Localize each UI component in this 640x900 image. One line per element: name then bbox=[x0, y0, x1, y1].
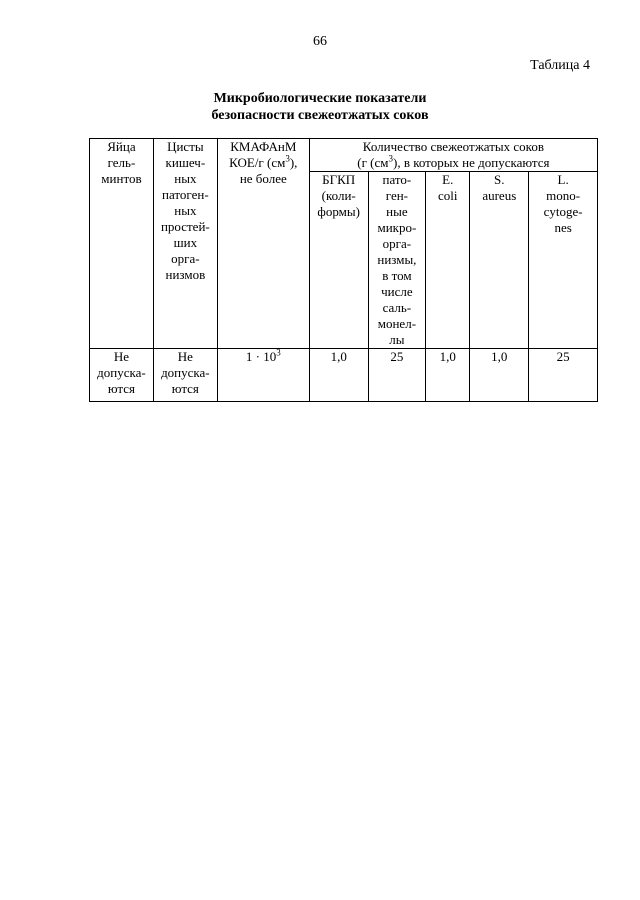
cell-listeria: 25 bbox=[529, 349, 598, 402]
cell-line: ген- bbox=[385, 188, 408, 203]
cell-line: ных bbox=[174, 203, 197, 218]
cell-line: nes bbox=[554, 220, 572, 235]
cell-line: ших bbox=[173, 235, 198, 250]
title-line-1: Микробиологические показатели bbox=[213, 91, 427, 106]
cell-line: пато- bbox=[382, 172, 412, 187]
cell-kmafanm: $1 \cdot 10^3$ bbox=[217, 349, 309, 402]
cell-line: Цисты bbox=[167, 139, 204, 154]
cell-pathogens: 25 bbox=[368, 349, 426, 402]
cell-bgkp: 1,0 bbox=[309, 349, 368, 402]
cell-line: орга- bbox=[171, 251, 200, 266]
table-title bbox=[0, 90, 640, 124]
cell-line: mono- bbox=[546, 188, 581, 203]
cell-line: минтов bbox=[101, 171, 142, 186]
cell-line: допуска- bbox=[97, 365, 146, 380]
cell-line: ются bbox=[107, 381, 136, 396]
cell-line: Яйца bbox=[107, 139, 136, 154]
header-pathogens bbox=[368, 172, 426, 349]
kmafanm-line-1: КМАФАнМ bbox=[230, 139, 297, 154]
group-line-2: (г $(см^3)$, в которых не допускаются bbox=[357, 153, 550, 170]
cell-line: микро- bbox=[377, 220, 417, 235]
cell-line: числе bbox=[381, 284, 413, 299]
table-row-values bbox=[90, 349, 598, 402]
header-helminth-eggs bbox=[90, 139, 154, 349]
cell-line: ются bbox=[171, 381, 199, 396]
cell-line: низмов bbox=[165, 267, 206, 282]
header-row-1 bbox=[90, 139, 598, 172]
cell-line: Не bbox=[177, 349, 193, 364]
header-saureus bbox=[470, 172, 529, 349]
cell-line: монел- bbox=[377, 316, 417, 331]
cell-line: ных bbox=[174, 171, 197, 186]
cell-line: E. bbox=[442, 172, 454, 187]
cell-line: низмы, bbox=[377, 252, 417, 267]
kmafanm-line-2: КОЕ/г $(см^3)$, bbox=[229, 153, 298, 170]
table-label: Таблица 4 bbox=[530, 58, 590, 73]
header-group-juices bbox=[309, 139, 597, 172]
cell-line: ные bbox=[386, 204, 408, 219]
cell-line: саль- bbox=[382, 300, 412, 315]
cell-line: формы) bbox=[317, 204, 360, 219]
cell-line: простей- bbox=[160, 219, 210, 234]
header-listeria bbox=[529, 172, 598, 349]
safety-table bbox=[89, 138, 598, 402]
cell-cysts bbox=[153, 349, 217, 402]
cell-line: L. bbox=[557, 172, 569, 187]
cell-line: Не bbox=[113, 349, 130, 364]
kmafanm-line-3: не более bbox=[239, 171, 287, 186]
group-line-1: Количество свежеотжатых соков bbox=[362, 139, 544, 154]
cell-line: лы bbox=[389, 332, 405, 347]
header-kmafanm bbox=[217, 139, 309, 349]
page-number: 66 bbox=[313, 34, 327, 49]
cell-line: патоген- bbox=[162, 187, 209, 202]
header-cysts bbox=[153, 139, 217, 349]
cell-line: допуска- bbox=[161, 365, 210, 380]
cell-line: орга- bbox=[382, 236, 412, 251]
cell-line: coli bbox=[437, 188, 458, 203]
cell-line: в том bbox=[382, 268, 412, 283]
cell-helminth-eggs bbox=[90, 349, 154, 402]
cell-line: кишеч- bbox=[165, 155, 206, 170]
title-line-2: безопасности свежеотжатых соков bbox=[211, 108, 429, 123]
cell-line: (коли- bbox=[321, 188, 356, 203]
cell-line: S. bbox=[494, 172, 505, 187]
cell-saureus: 1,0 bbox=[470, 349, 529, 402]
header-ecoli bbox=[426, 172, 470, 349]
cell-line: БГКП bbox=[322, 172, 356, 187]
cell-line: cytoge- bbox=[543, 204, 583, 219]
header-bgkp bbox=[309, 172, 368, 349]
cell-ecoli: 1,0 bbox=[426, 349, 470, 402]
cell-line: aureus bbox=[482, 188, 517, 203]
cell-line: гель- bbox=[107, 155, 136, 170]
